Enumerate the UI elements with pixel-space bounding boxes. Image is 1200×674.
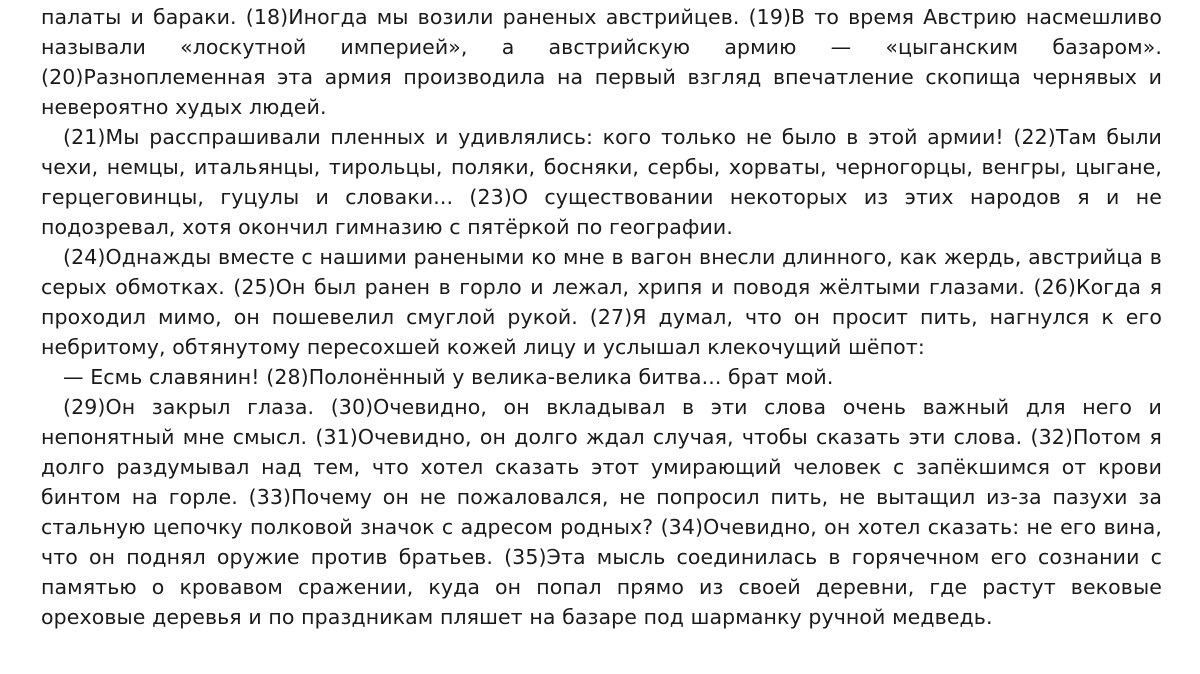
paragraph-3: (24)Однажды вместе с нашими ранеными ко мне в вагон внесли длинного, как жердь, австрийца в серых обмотках. (25)Он был ранен в горло и лежал, хрипя и поводя жёлтыми глазами. (26)Когда я проходил мимо, он пошевелил смуглой рукой. (27)Я думал, что он просит пить, нагнулся к его небритому, обтянутому пересохшей кожей лицу и услышал клекочущий шёпот: (41, 245, 1162, 359)
paragraph-4: — Есмь славянин! (28)Полонённый у велика-велика битва... брат мой. (63, 365, 834, 389)
paragraph-2: (21)Мы расспрашивали пленных и удивлялись: кого только не было в этой армии! (22)Там были чехи, немцы, итальянцы, тирольцы, поляки, босняки, сербы, хорваты, черногорцы, венгры, цыгане, герцеговинцы, гуцулы и словаки... (23)О существовании некоторых из этих народов я и не подозревал, хотя окончил гимназию с пятёркой по географии. (41, 125, 1162, 239)
paragraph-5: (29)Он закрыл глаза. (30)Очевидно, он вкладывал в эти слова очень важный для него и непонятный мне смысл. (31)Очевидно, он долго ждал случая, чтобы сказать эти слова. (32)Потом я долго раздумывал над тем, что хотел сказать этот умирающий человек с запёкшимся от крови бинтом на горле. (33)Почему он не пожаловался, не попросил пить, не вытащил из-за пазухи за стальную цепочку полковой значок с адресом родных? (34)Очевидно, он хотел сказать: не его вина, что он поднял оружие против братьев. (35)Эта мысль соединилась в горячечном его сознании с памятью о кровавом сражении, куда он попал прямо из своей деревни, где растут вековые ореховые деревья и по праздникам пляшет на базаре под шарманку ручной медведь. (41, 395, 1162, 629)
paragraph-1: палаты и бараки. (18)Иногда мы возили раненых австрийцев. (19)В то время Австрию насмешливо называли «лоскутной империей», а австрийскую армию — «цыганским базаром». (20)Разноплеменная эта армия производила на первый взгляд впечатление скопища чернявых и невероятно худых людей. (41, 5, 1162, 119)
